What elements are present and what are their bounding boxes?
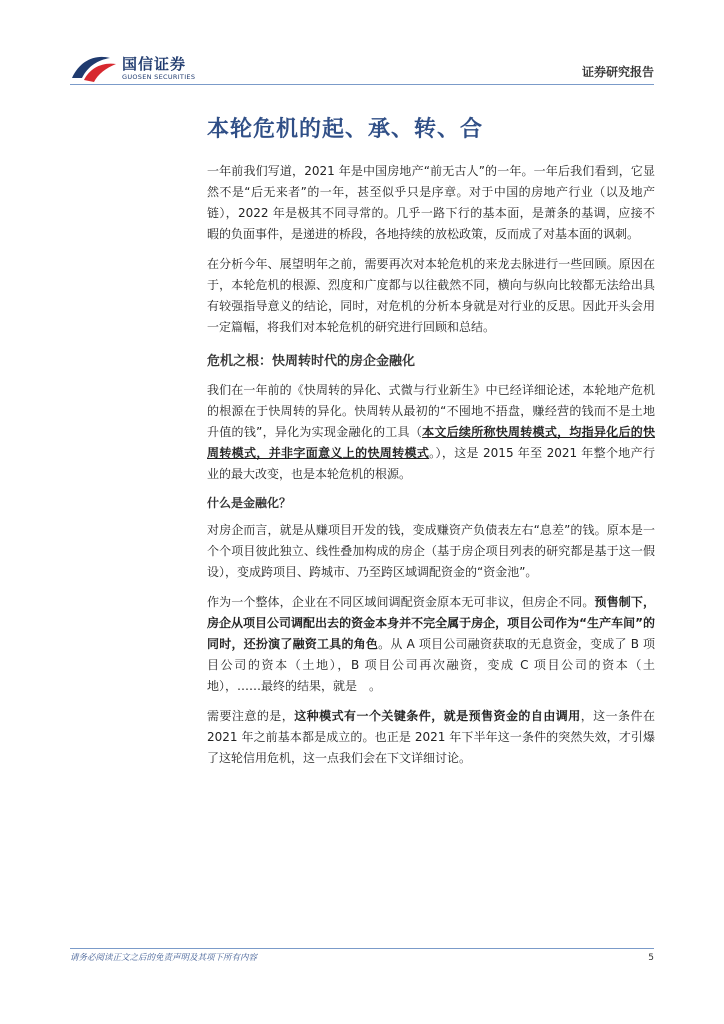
page-number: 5	[648, 953, 654, 963]
question-heading: 什么是金融化？	[207, 496, 292, 510]
emphasis-text: 这种模式有一个关键条件，就是预售资金的自由调用	[294, 709, 581, 723]
paragraph-intro: 一年前我们写道，2021 年是中国房地产“前无古人”的一年。一年后我们看到，它显然不是“后无来者”的一年，甚至似乎只是序章。对于中国的房地产行业（以及地产链），2022 年是极其不同寻常的。几乎一路下行的基本面，是萧条的基调，应接不暇的负面事件，是递进的桥段，各地持续的放松政策，反而成了对基本面的讽刺。	[207, 164, 655, 241]
disclaimer-notice: 请务必阅读正文之后的免责声明及其项下所有内容	[70, 953, 258, 963]
paragraph-text: 作为一个整体，企业在不同区域间调配资金原本无可非议，但房企不同。	[207, 595, 595, 609]
report-type-label: 证券研究报告	[581, 65, 654, 79]
paragraph-presale	[207, 592, 655, 697]
paragraph-text: 我们在一年前的《快周转的异化、式微与行业新生》中已经详细论述，本轮地产危机的根源在于快周转的异化。快周转从最初的“不囤地不捂盘，赚经营的钱而不是土地升值的钱”，异化为实现金融化的工具（	[207, 383, 655, 439]
paragraph-root-cause	[207, 380, 655, 485]
emphasis-text: 本文后续所称快周转模式，均指异化后的快周转模式，并非字面意义上的快周转模式	[207, 425, 655, 460]
paragraph-financialization: 对房企而言，就是从赚项目开发的钱，变成赚资产负债表左右“息差”的钱。原本是一个个项目彼此独立、线性叠加构成的房企（基于房企项目列表的研究都是基于这一假设），变成跨项目、跨城市、乃至跨区域调配资金的“资金池”。	[207, 523, 655, 579]
paragraph-text: 。），这是 2015 年至 2021 年整个地产行业的最大改变，也是本轮危机的根源。	[207, 446, 655, 481]
emphasis-text: 预售制下，房企从项目公司调配出去的资金本身并不完全属于房企，项目公司作为“生产车间”的同时，还扮演了融资工具的角色	[207, 595, 655, 651]
guosen-logo-mark-icon	[70, 52, 118, 84]
logo-chinese-name: 国信证券	[122, 55, 187, 73]
paragraph-review: 在分析今年、展望明年之前，需要再次对本轮危机的来龙去脉进行一些回顾。原因在于，本轮危机的根源、烈度和广度都与以往截然不同，横向与纵向比较都无法给出具有较强指导意义的结论，同时，对危机的分析本身就是对行业的反思。因此开头会用一定篇幅，将我们对本轮危机的研究进行回顾和总结。	[207, 257, 655, 334]
paragraph-key-condition	[207, 706, 655, 769]
section-title: 本轮危机的起、承、转、合	[207, 117, 484, 142]
page-header	[0, 0, 724, 90]
paragraph-text: 。从 A 项目公司融资获取的无息资金，变成了 B 项目公司的资本（土地），B 项目公司再次融资，变成 C 项目公司的资本（土地），……最终的结果，就是 。	[207, 637, 655, 693]
logo-english-name: GUOSEN SECURITIES	[122, 73, 196, 81]
paragraph-text: 需要注意的是，	[207, 709, 295, 723]
article-body	[207, 112, 655, 778]
header-divider	[70, 84, 654, 85]
footer-divider	[70, 948, 654, 949]
guosen-logo	[70, 50, 210, 86]
paragraph-text: ，这一条件在 2021 年之前基本都是成立的。也正是 2021 年下半年这一条件的突然失效，才引爆了这轮信用危机，这一点我们会在下文详细讨论。	[207, 709, 655, 765]
subsection-heading: 危机之根：快周转时代的房企金融化	[207, 354, 416, 369]
